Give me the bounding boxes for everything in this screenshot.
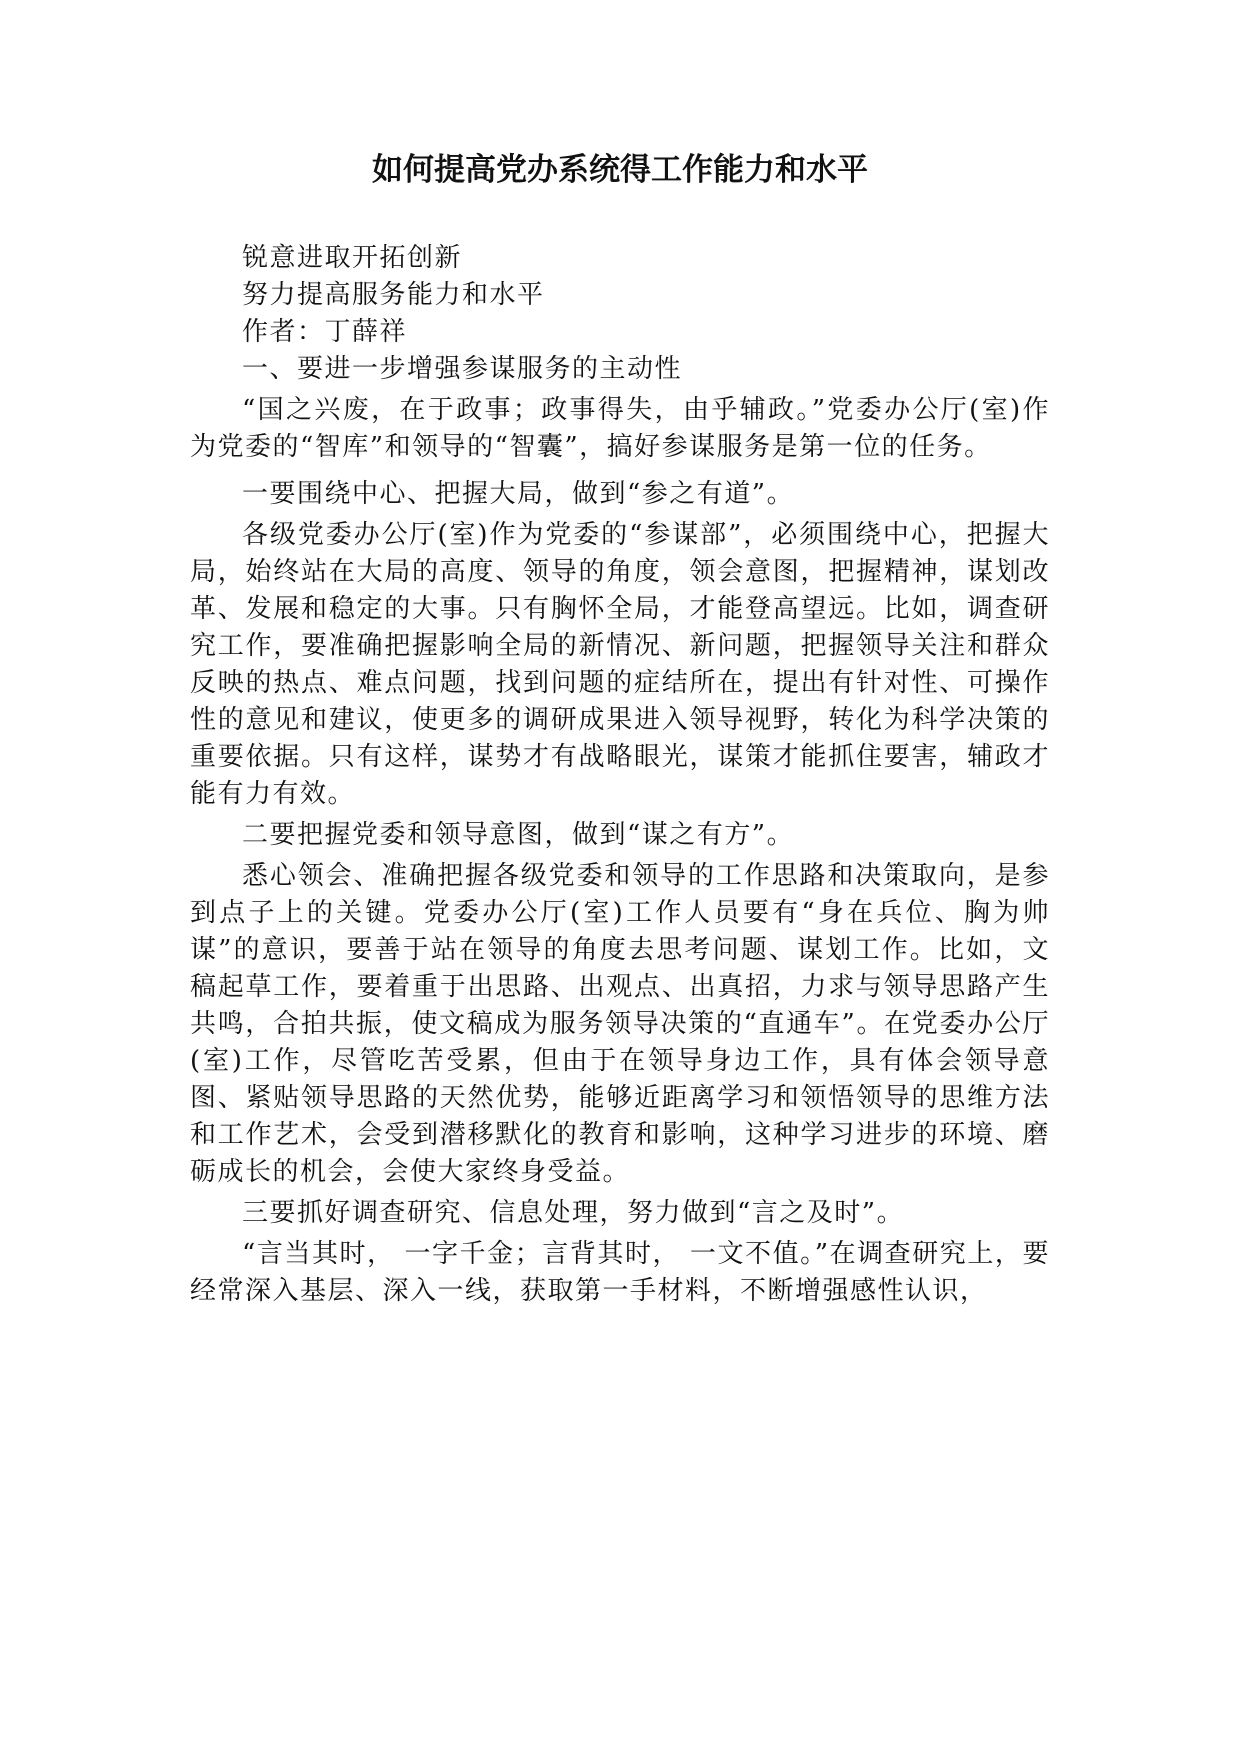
body-paragraph: 各级党委办公厅(室)作为党委的“参谋部”，必须围绕中心，把握大局，始终站在大局的高度、领导的角度，领会意图，把握精神，谋划改革、发展和稳定的大事。只有胸怀全局，才能登高望远。比如，调查研究工作，要准确把握影响全局的新情况、新问题，把握领导关注和群众反映的热点、难点问题，找到问题的症结所在，提出有针对性、可操作性的意见和建议，使更多的调研成果进入领导视野，转化为科学决策的重要依据。只有这样，谋势才有战略眼光，谋策才能抓住要害，辅政才能有力有效。: [190, 520, 1050, 809]
sub-heading: 三要抓好调查研究、信息处理，努力做到“言之及时”。: [242, 1198, 905, 1228]
sub-heading: 二要把握党委和领导意图，做到“谋之有方”。: [242, 820, 795, 850]
section-heading: 一、要进一步增强参谋服务的主动性: [242, 354, 683, 384]
subtitle-line-1: 锐意进取开拓创新: [242, 243, 463, 273]
body-paragraph: “国之兴废，在于政事；政事得失，由乎辅政。”党委办公厅(室)作为党委的“智库”和领导的“智囊”，搞好参谋服务是第一位的任务。: [190, 395, 1050, 462]
author-line: 作者：丁薛祥: [242, 317, 408, 347]
document-title: 如何提高党办系统得工作能力和水平: [372, 152, 868, 188]
subtitle-line-2: 努力提高服务能力和水平: [242, 280, 545, 310]
body-paragraph: 悉心领会、准确把握各级党委和领导的工作思路和决策取向，是参到点子上的关键。党委办公厅(室)工作人员要有“身在兵位、胸为帅谋”的意识，要善于站在领导的角度去思考问题、谋划工作。比如，文稿起草工作，要着重于出思路、出观点、出真招，力求与领导思路产生共鸣，合拍共振，使文稿成为服务领导决策的“直通车”。在党委办公厅(室)工作，尽管吃苦受累，但由于在领导身边工作，具有体会领导意图、紧贴领导思路的天然优势，能够近距离学习和领悟领导的思维方法和工作艺术，会受到潜移默化的教育和影响，这种学习进步的环境、磨砺成长的机会，会使大家终身受益。: [190, 861, 1050, 1187]
body-paragraph: “言当其时， 一字千金；言背其时， 一文不值。”在调查研究上，要经常深入基层、深入一线，获取第一手材料，不断增强感性认识，: [190, 1239, 1050, 1306]
document-body: [190, 240, 1050, 1310]
sub-heading: 一要围绕中心、把握大局，做到“参之有道”。: [242, 479, 795, 509]
